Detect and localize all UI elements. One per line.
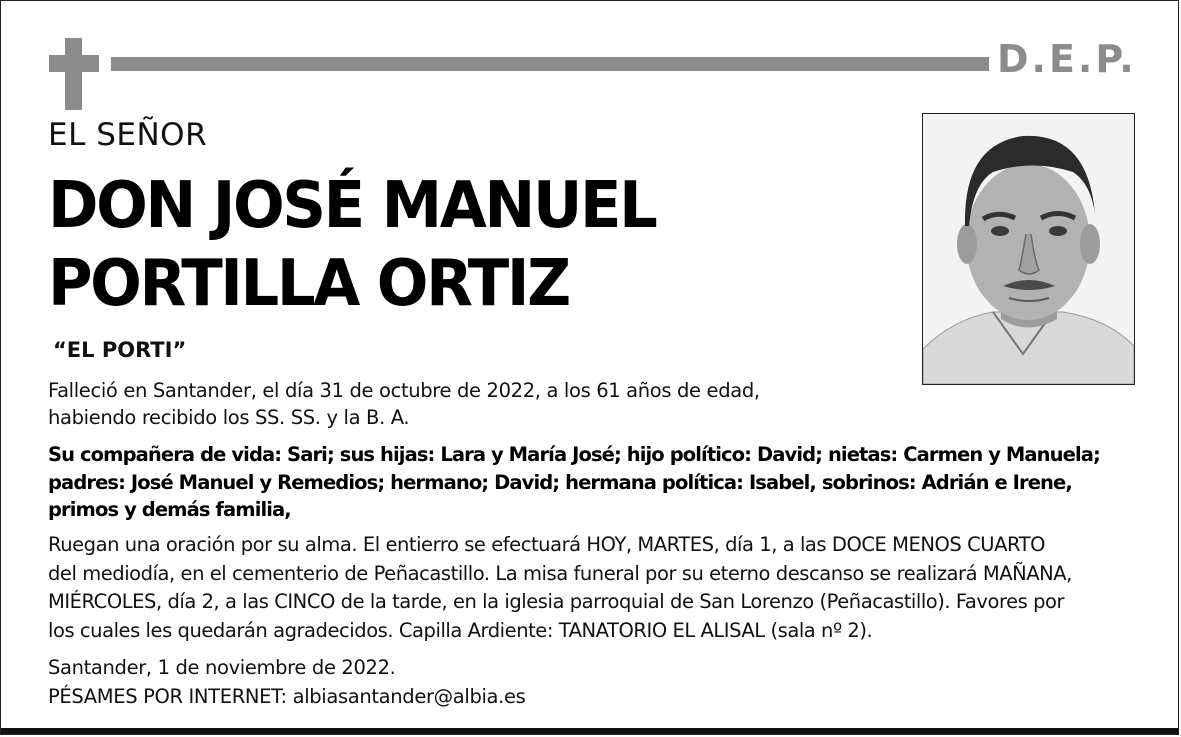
ceremony-line: Ruegan una oración por su alma. El entierro se efectuará HOY, MARTES, día 1, a las DOCE MENOS CUARTO (48, 533, 1046, 556)
ceremony-line: MIÉRCOLES, día 2, a las CINCO de la tarde, en la iglesia parroquial de San Lorenzo (Peñacastillo). Favores por (48, 590, 1065, 613)
name-line-2: PORTILLA ORTIZ (48, 247, 569, 321)
place-date: Santander, 1 de noviembre de 2022. (48, 656, 396, 679)
family-line: Su compañera de vida: Sari; sus hijas: Lara y María José; hijo político: David; nietas: Carmen y Manuela; (48, 443, 1100, 466)
family-line: padres: José Manuel y Remedios; hermano; David; hermana política: Isabel, sobrinos: Adrián e Irene, (48, 470, 1072, 494)
death-notice-line: habiendo recibido los SS. SS. y la B. A. (48, 406, 410, 429)
family-line: primos y demás familia, (48, 498, 291, 521)
header-rule (111, 57, 989, 71)
ceremony-paragraph (48, 531, 1148, 645)
death-notice-paragraph (48, 377, 808, 431)
name-line-1: DON JOSÉ MANUEL (48, 169, 656, 243)
dep-label: D.E.P. (997, 37, 1137, 81)
cross-icon-vertical (65, 38, 82, 110)
portrait-image (923, 114, 1134, 384)
ceremony-line: del mediodía, en el cementerio de Peñacastillo. La misa funeral por su eterno descanso se realizará MAÑANA, (48, 561, 1072, 585)
cross-icon-horizontal (49, 55, 99, 72)
family-paragraph (48, 441, 1138, 524)
deceased-name (48, 167, 655, 323)
honorific: EL SEÑOR (48, 117, 208, 153)
ceremony-line: los cuales les quedarán agradecidos. Capilla Ardiente: TANATORIO EL ALISAL (sala nº 2). (48, 618, 873, 642)
death-notice-line: Falleció en Santander, el día 31 de octubre de 2022, a los 61 años de edad, (48, 379, 760, 402)
footer (48, 653, 748, 711)
portrait-photo (922, 113, 1135, 385)
nickname: “EL PORTI” (53, 338, 187, 362)
condolences-contact: PÉSAMES POR INTERNET: albiasantander@albia.es (48, 685, 526, 708)
